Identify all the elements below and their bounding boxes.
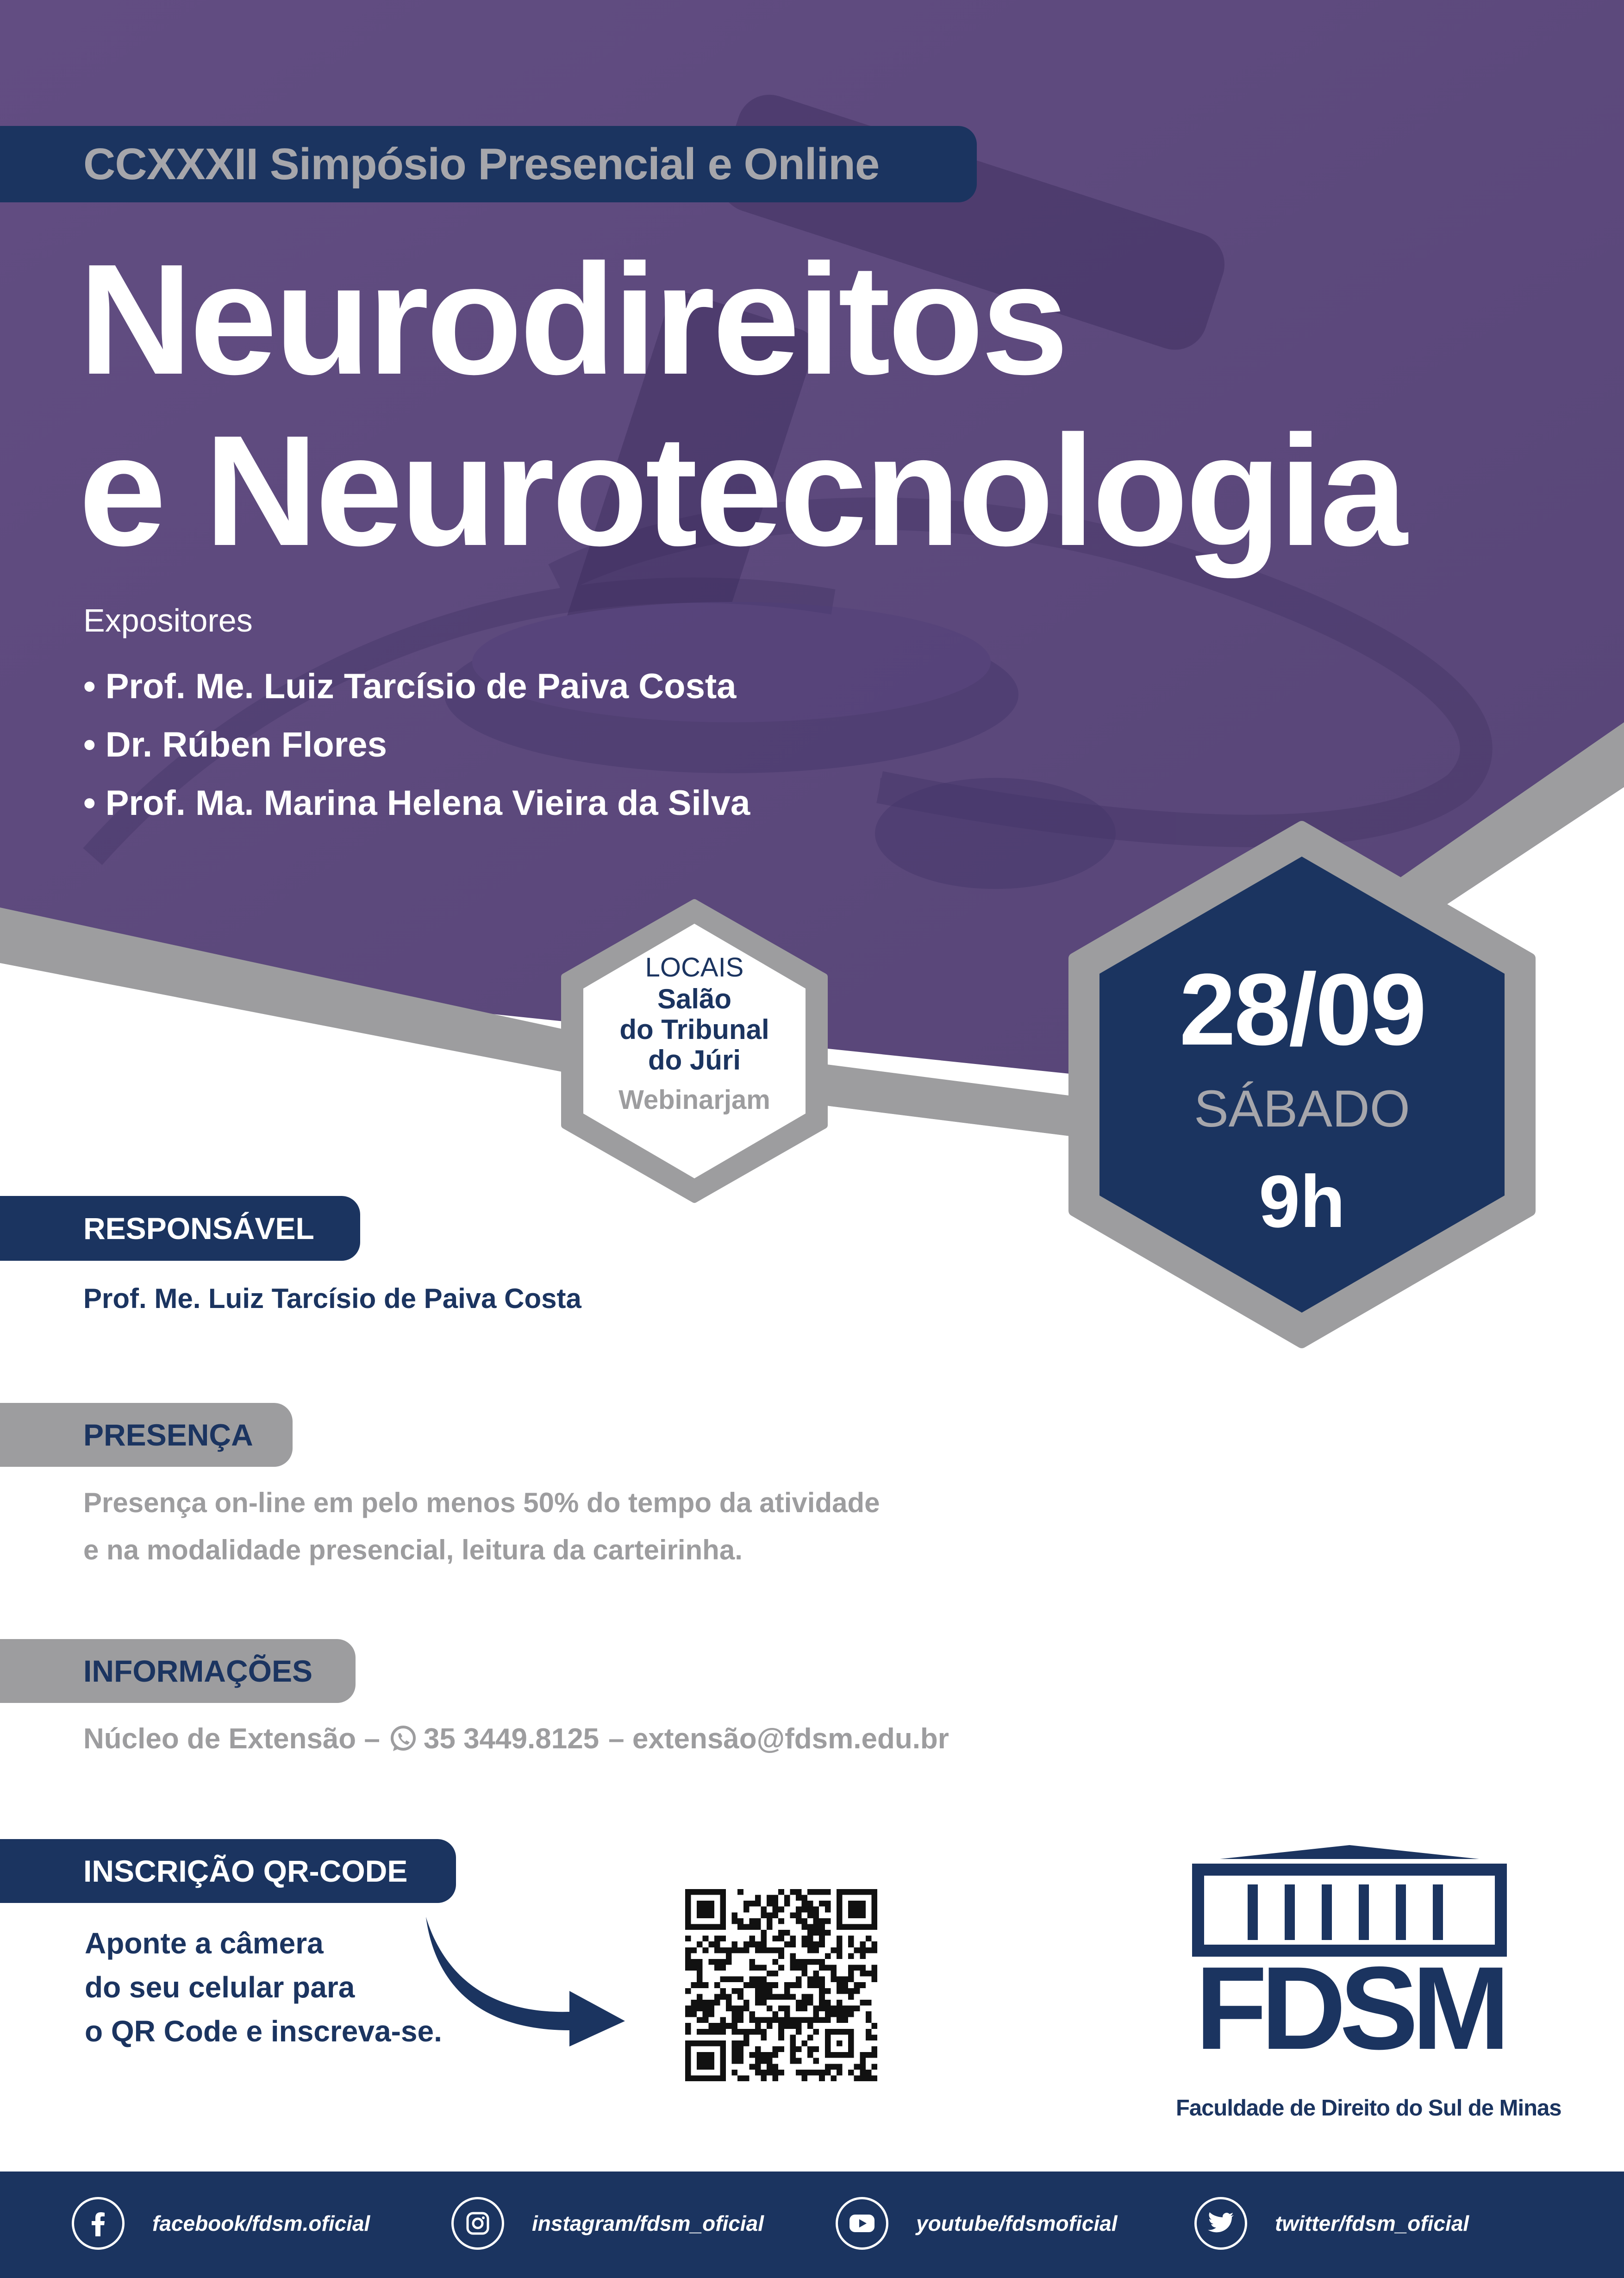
social-youtube[interactable] xyxy=(836,2197,1117,2250)
inscricao-title: INSCRIÇÃO QR-CODE xyxy=(83,1854,408,1888)
social-label: youtube/fdsmoficial xyxy=(916,2211,1118,2235)
inscricao-heading xyxy=(0,1839,456,1903)
presenca-line: e na modalidade presencial, leitura da carteirinha. xyxy=(83,1534,743,1565)
instruction-line: o QR Code e inscreva-se. xyxy=(85,2015,442,2048)
responsavel-title: RESPONSÁVEL xyxy=(83,1211,314,1245)
locais-block xyxy=(558,951,831,1116)
informacoes-title: INFORMAÇÕES xyxy=(83,1654,312,1688)
speaker-item: • Dr. Rúben Flores xyxy=(83,725,387,764)
presenca-heading xyxy=(0,1403,293,1467)
whatsapp-icon xyxy=(388,1724,418,1754)
instruction-line: do seu celular para xyxy=(85,1971,355,2004)
symposium-tag xyxy=(0,126,977,202)
event-time: 9h xyxy=(1259,1160,1345,1243)
social-label: facebook/fdsm.oficial xyxy=(152,2211,370,2235)
presenca-text xyxy=(83,1479,880,1574)
twitter-icon xyxy=(1194,2197,1247,2250)
symposium-label: CCXXXII Simpósio Presencial e Online xyxy=(83,139,880,189)
locais-venue xyxy=(558,984,831,1076)
title-line-2: e Neurotecnologia xyxy=(79,403,1405,579)
phone-number[interactable]: 35 3449.8125 xyxy=(423,1723,600,1755)
social-twitter[interactable] xyxy=(1194,2197,1469,2250)
speakers-list xyxy=(83,657,750,832)
presenca-title: PRESENÇA xyxy=(83,1418,253,1452)
social-label: instagram/fdsm_oficial xyxy=(532,2211,764,2235)
fdsm-logo xyxy=(1192,1845,1507,2053)
title-line-1: Neurodireitos xyxy=(79,232,1066,407)
social-instagram[interactable] xyxy=(451,2197,764,2250)
email-address[interactable]: – extensão@fdsm.edu.br xyxy=(608,1723,949,1755)
presenca-line: Presença on-line em pelo menos 50% do tempo da atividade xyxy=(83,1487,880,1518)
venue-line: do Júri xyxy=(648,1045,741,1076)
responsavel-heading xyxy=(0,1196,360,1261)
speakers-label: Expositores xyxy=(83,602,253,638)
locais-label: LOCAIS xyxy=(645,952,744,983)
curved-arrow-icon xyxy=(417,1908,634,2046)
speaker-item: • Prof. Me. Luiz Tarcísio de Paiva Costa xyxy=(83,667,737,706)
instruction-line: Aponte a câmera xyxy=(85,1927,324,1960)
facebook-icon xyxy=(72,2197,125,2250)
responsavel-name: Prof. Me. Luiz Tarcísio de Paiva Costa xyxy=(83,1283,581,1314)
registration-qr-code[interactable] xyxy=(685,1889,877,2081)
venue-line: Salão xyxy=(657,983,732,1014)
social-facebook[interactable] xyxy=(72,2197,370,2250)
event-date: 28/09 xyxy=(1179,952,1425,1066)
logo-caption: Faculdade de Direito do Sul de Minas xyxy=(1176,2096,1562,2121)
speaker-item: • Prof. Ma. Marina Helena Vieira da Silva xyxy=(83,783,750,823)
page-title xyxy=(79,232,1405,579)
date-block xyxy=(1065,949,1539,1250)
instagram-icon xyxy=(451,2197,504,2250)
extension-office: Núcleo de Extensão – xyxy=(83,1723,380,1755)
event-weekday: SÁBADO xyxy=(1194,1080,1410,1138)
social-label: twitter/fdsm_oficial xyxy=(1275,2211,1469,2235)
inscricao-instructions xyxy=(85,1921,442,2053)
logo-wordmark: FDSM xyxy=(1195,1942,1504,2053)
informacoes-contact xyxy=(83,1722,949,1755)
youtube-icon xyxy=(836,2197,888,2250)
venue-line: do Tribunal xyxy=(619,1014,769,1045)
informacoes-heading xyxy=(0,1639,356,1703)
locais-online-platform: Webinarjam xyxy=(618,1085,770,1115)
